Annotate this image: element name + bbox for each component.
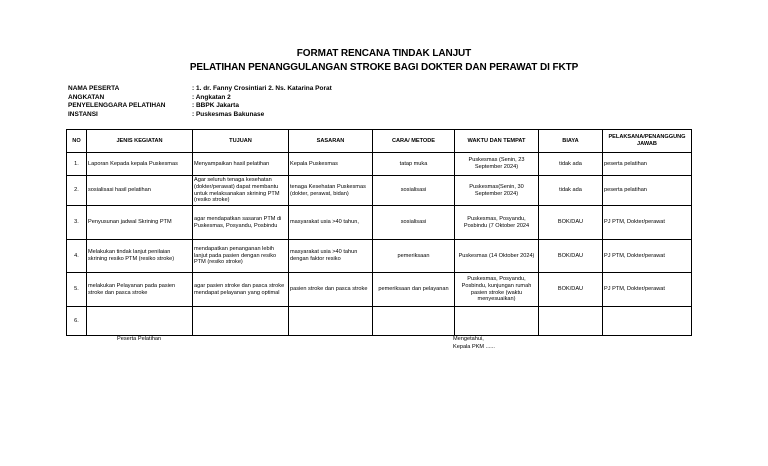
table-row — [67, 206, 692, 240]
cell-target: Kepala Puskesmas — [289, 153, 373, 176]
cell-responsible: PJ PTM, Dokter/perawat — [603, 206, 692, 240]
cell-cost: tidak ada — [539, 153, 603, 176]
cell-responsible: PJ PTM, Dokter/perawat — [603, 240, 692, 273]
cell-responsible: PJ PTM, Dokter/perawat — [603, 273, 692, 307]
cell-time-place: Puskesmas (14 Oktober 2024) — [455, 240, 539, 273]
info-value: : BBPK Jakarta — [192, 102, 239, 109]
cell-responsible — [603, 307, 692, 336]
info-value: : Puskesmas Bakunase — [192, 110, 265, 118]
cell-method: tatap muka — [373, 153, 455, 176]
header-activity: JENIS KEGIATAN — [87, 130, 193, 153]
cell-time-place: Puskesmas, Posyandu, Posbindu, kunjungan rumah pasien stroke (waktu menyesuaikan) — [455, 273, 539, 307]
cell-no: 4. — [67, 240, 87, 273]
cell-activity — [87, 307, 193, 336]
cell-cost: BOK/DAU — [539, 206, 603, 240]
info-row-participant-name — [68, 85, 332, 94]
cell-target: masyarakat usia >40 tahun dengan faktor resiko — [289, 240, 373, 273]
cell-target: masyarakat usia >40 tahun, — [289, 206, 373, 240]
signature-participant: Peserta Pelatihan — [117, 336, 162, 342]
cell-activity: Melakukan tindak lanjut penilaian skrining resiko PTM (resiko stroke) — [87, 240, 193, 273]
info-row-batch — [68, 94, 332, 103]
cell-target — [289, 307, 373, 336]
cell-activity: melakukan Pelayanan pada pasien stroke dan pasca stroke — [87, 273, 193, 307]
cell-cost: BOK/DAU — [539, 240, 603, 273]
follow-up-plan-table — [66, 129, 692, 336]
info-value: : Angkatan 2 — [192, 93, 231, 101]
info-row-organizer — [68, 102, 332, 111]
document-title: FORMAT RENCANA TINDAK LANJUT — [296, 48, 472, 59]
header-target: SASARAN — [289, 130, 373, 153]
participant-info — [68, 85, 332, 119]
info-value: : 1. dr. Fanny Crosintiari 2. Ns. Katarina Porat — [192, 85, 332, 92]
signature-acknowledged: Mengetahui, — [453, 336, 484, 342]
cell-time-place: Puskesmas, Posyandu, Posbindu (7 Oktober 2024 — [455, 206, 539, 240]
cell-time-place — [455, 307, 539, 336]
table-row — [67, 273, 692, 307]
cell-goal: Menyampaikan hasil pelatihan — [193, 153, 289, 176]
table-row — [67, 307, 692, 336]
cell-cost — [539, 307, 603, 336]
cell-no: 5. — [67, 273, 87, 307]
info-label: INSTANSI — [68, 110, 98, 118]
cell-method: sosialisasi — [373, 206, 455, 240]
header-goal: TUJUAN — [193, 130, 289, 153]
cell-responsible: peserta pelatihan — [603, 176, 692, 206]
cell-cost: BOK/DAU — [539, 273, 603, 307]
cell-responsible: peserta pelatihan — [603, 153, 692, 176]
cell-method: pemeriksaan — [373, 240, 455, 273]
header-responsible: PELAKSANA/PENANGGUNG JAWAB — [603, 130, 692, 153]
info-label: ANGKATAN — [68, 93, 105, 101]
cell-cost: tidak ada — [539, 176, 603, 206]
cell-time-place: Puskesmas (Senin, 23 September 2024) — [455, 153, 539, 176]
cell-activity: Penyusunan jadwal Skrining PTM — [87, 206, 193, 240]
cell-target: pasien stroke dan pasca stroke — [289, 273, 373, 307]
table-header-row — [67, 130, 692, 153]
cell-method: pemeriksaan dan pelayanan — [373, 273, 455, 307]
table-row — [67, 153, 692, 176]
cell-target: tenaga Kesehatan Puskesmas (dokter, perawat, bidan) — [289, 176, 373, 206]
info-row-institution — [68, 111, 332, 120]
cell-goal — [193, 307, 289, 336]
cell-goal: agar mendapatkan sasaran PTM di Puskesmas, Posyandu, Posbindu — [193, 206, 289, 240]
info-label: PENYELENGGARA PELATIHAN — [68, 102, 166, 109]
signature-head-pkm: Kepala PKM ...... — [453, 344, 495, 350]
cell-activity: Laporan Kepada kepala Puskesmas — [87, 153, 193, 176]
cell-no: 3. — [67, 206, 87, 240]
cell-no: 6. — [67, 307, 87, 336]
table-row — [67, 176, 692, 206]
cell-method — [373, 307, 455, 336]
header-no: NO — [67, 130, 87, 153]
table-row — [67, 240, 692, 273]
cell-no: 1. — [67, 153, 87, 176]
header-method: CARA/ METODE — [373, 130, 455, 153]
header-time-place: WAKTU DAN TEMPAT — [455, 130, 539, 153]
cell-method: sosialisasi — [373, 176, 455, 206]
info-label: NAMA PESERTA — [68, 85, 120, 92]
cell-goal: Agar seluruh tenaga kesehatan (dokter/perawat) dapat membantu untuk melaksanakan skrining PTM (resiko stroke) — [193, 176, 289, 206]
cell-time-place: Puskesmas(Senin, 30 September 2024) — [455, 176, 539, 206]
cell-no: 2. — [67, 176, 87, 206]
cell-activity: sosialisasi hasil pelatihan — [87, 176, 193, 206]
header-cost: BIAYA — [539, 130, 603, 153]
cell-goal: agar pasien stroke dan pasca stroke mendapat pelayanan yang optimal — [193, 273, 289, 307]
document-subtitle: PELATIHAN PENANGGULANGAN STROKE BAGI DOKTER DAN PERAWAT DI FKTP — [189, 62, 579, 73]
cell-goal: mendapatkan penanganan lebih lanjut pada pasien dengan resiko PTM (resiko stroke) — [193, 240, 289, 273]
